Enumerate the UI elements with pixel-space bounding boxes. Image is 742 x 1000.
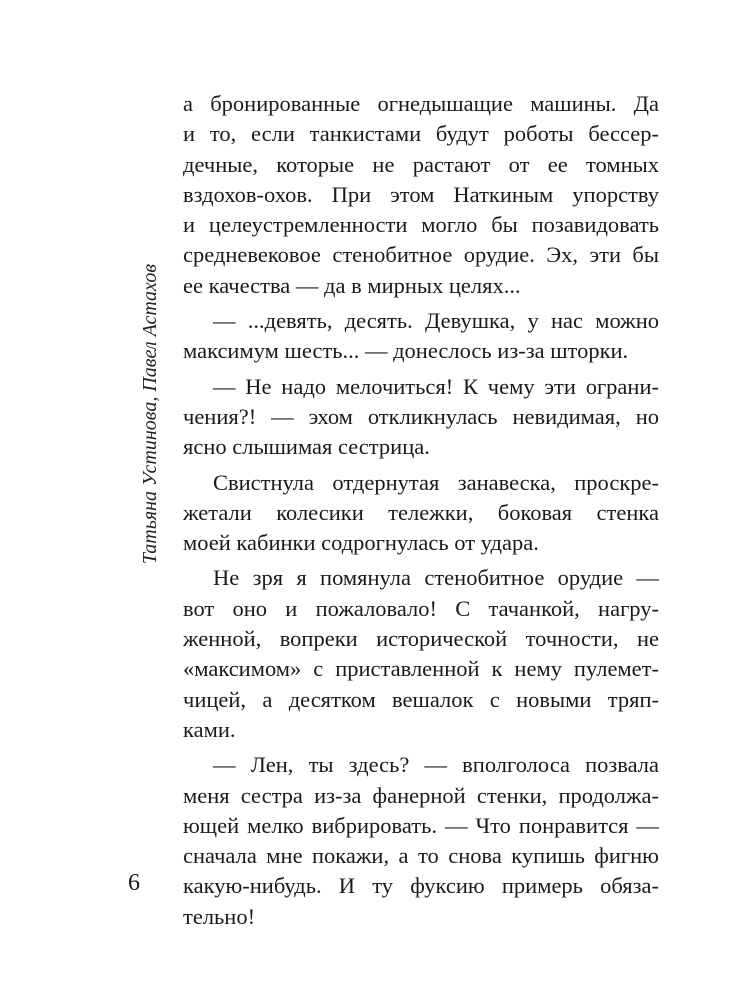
text-line: вот оно и пожаловало! С тачанкой, нагру-: [183, 595, 659, 621]
text-line: — ...девять, десять. Девушка, у нас можно: [213, 308, 659, 334]
text-line: дечные, которые не растают от ее томных: [183, 151, 659, 177]
text-line: средневековое стенобитное орудие. Эх, эти бы: [183, 242, 659, 268]
text-line: и целеустремленности могло бы позавидовать: [183, 212, 659, 238]
paragraph-4: [183, 468, 659, 559]
paragraph-2: [183, 306, 659, 367]
body-text: [183, 89, 659, 937]
text-line: ее качества — да в мирных целях...: [183, 272, 521, 298]
text-line: тельно!: [183, 903, 256, 929]
paragraph-3: [183, 372, 659, 463]
text-line: моей кабинки содрогнулась от удара.: [183, 530, 539, 556]
text-line: меня сестра из-за фанерной стенки, продолжа-: [183, 782, 659, 808]
text-line: максимум шесть... — донеслось из-за шторки.: [183, 338, 629, 364]
text-line: Свистнула отдернутая занавеска, проскре-: [213, 469, 659, 495]
text-line: какую-нибудь. И ту фуксию примерь обяза-: [183, 873, 659, 899]
text-line: чения?! — эхом откликнулась невидимая, но: [183, 403, 659, 429]
text-line: сначала мне покажи, а то снова купишь фигню: [183, 843, 659, 869]
text-line: чицей, а десятком вешалок с новыми тряп-: [183, 686, 659, 712]
running-head: Татьяна Устинова, Павел Астахов: [139, 263, 161, 565]
paragraph-1: [183, 89, 659, 301]
text-line: а бронированные огнедышащие машины. Да: [183, 91, 659, 116]
paragraph-6: [183, 750, 659, 932]
paragraph-5: [183, 563, 659, 745]
text-line: вздохов-охов. При этом Наткиным упорству: [183, 181, 659, 207]
text-line: и то, если танкистами будут роботы бессер-: [183, 121, 659, 147]
text-line: ками.: [183, 716, 236, 742]
text-line: — Лен, ты здесь? — вполголоса позвала: [213, 752, 659, 778]
text-line: — Не надо мелочиться! К чему эти ограни-: [213, 373, 659, 399]
text-line: Не зря я помянула стенобитное орудие —: [213, 565, 659, 591]
text-line: женной, вопреки исторической точности, не: [183, 626, 659, 652]
text-line: «максимом» с приставленной к нему пулемет-: [183, 656, 659, 682]
text-line: ющей мелко вибрировать. — Что понравится —: [183, 812, 659, 838]
text-line: ясно слышимая сестрица.: [183, 434, 430, 460]
page-number: 6: [128, 870, 140, 896]
text-line: жетали колесики тележки, боковая стенка: [183, 499, 659, 525]
